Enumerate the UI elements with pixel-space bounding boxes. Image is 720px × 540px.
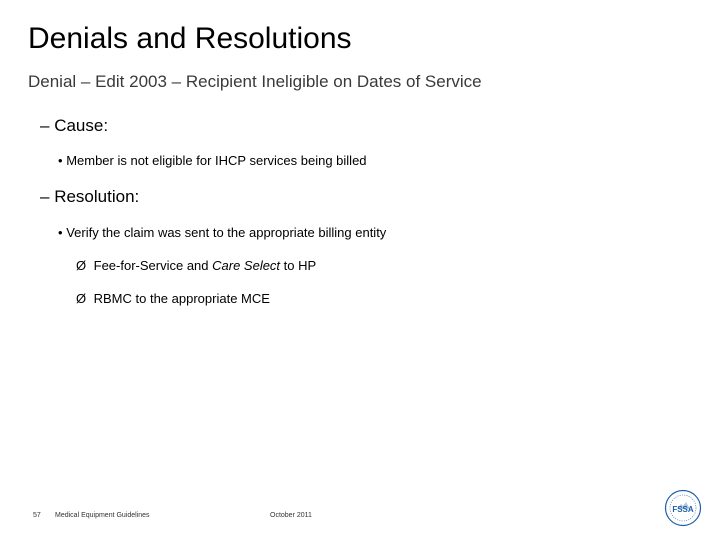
- resolution-text: Verify the claim was sent to the appropriate billing entity: [66, 225, 387, 240]
- cause-dash: –: [40, 116, 50, 135]
- resolution-sub-item-1: [76, 258, 316, 273]
- resolution-bullet-item: [58, 225, 386, 240]
- footer-page-number: 57: [33, 512, 41, 519]
- cause-heading: [40, 116, 108, 136]
- bullet-icon: •: [58, 153, 63, 168]
- footer-doc-title: Medical Equipment Guidelines: [55, 512, 150, 519]
- sub2-text: RBMC to the appropriate MCE: [93, 291, 270, 306]
- fssa-seal-logo: [664, 489, 702, 527]
- seal-letters: FSSA: [672, 505, 694, 514]
- resolution-heading: [40, 187, 139, 207]
- footer-date: October 2011: [270, 512, 312, 519]
- cause-text: Member is not eligible for IHCP services being billed: [66, 153, 367, 168]
- resolution-dash: –: [40, 187, 50, 206]
- resolution-sub-item-2: [76, 291, 270, 306]
- bullet-icon: •: [58, 225, 63, 240]
- slide-title: Denials and Resolutions: [28, 22, 352, 55]
- cause-bullet-item: [58, 153, 367, 168]
- sub1-text-c: to HP: [280, 258, 317, 273]
- sub1-text-a: Fee-for-Service and: [93, 258, 213, 273]
- cause-label: Cause:: [54, 116, 109, 135]
- sub1-text-italic: Care Select: [212, 258, 281, 273]
- arrow-bullet-icon: Ø: [76, 291, 87, 306]
- arrow-bullet-icon: Ø: [76, 258, 87, 273]
- resolution-label: Resolution:: [54, 187, 140, 206]
- slide-subtitle: Denial – Edit 2003 – Recipient Ineligible on Dates of Service: [28, 72, 482, 91]
